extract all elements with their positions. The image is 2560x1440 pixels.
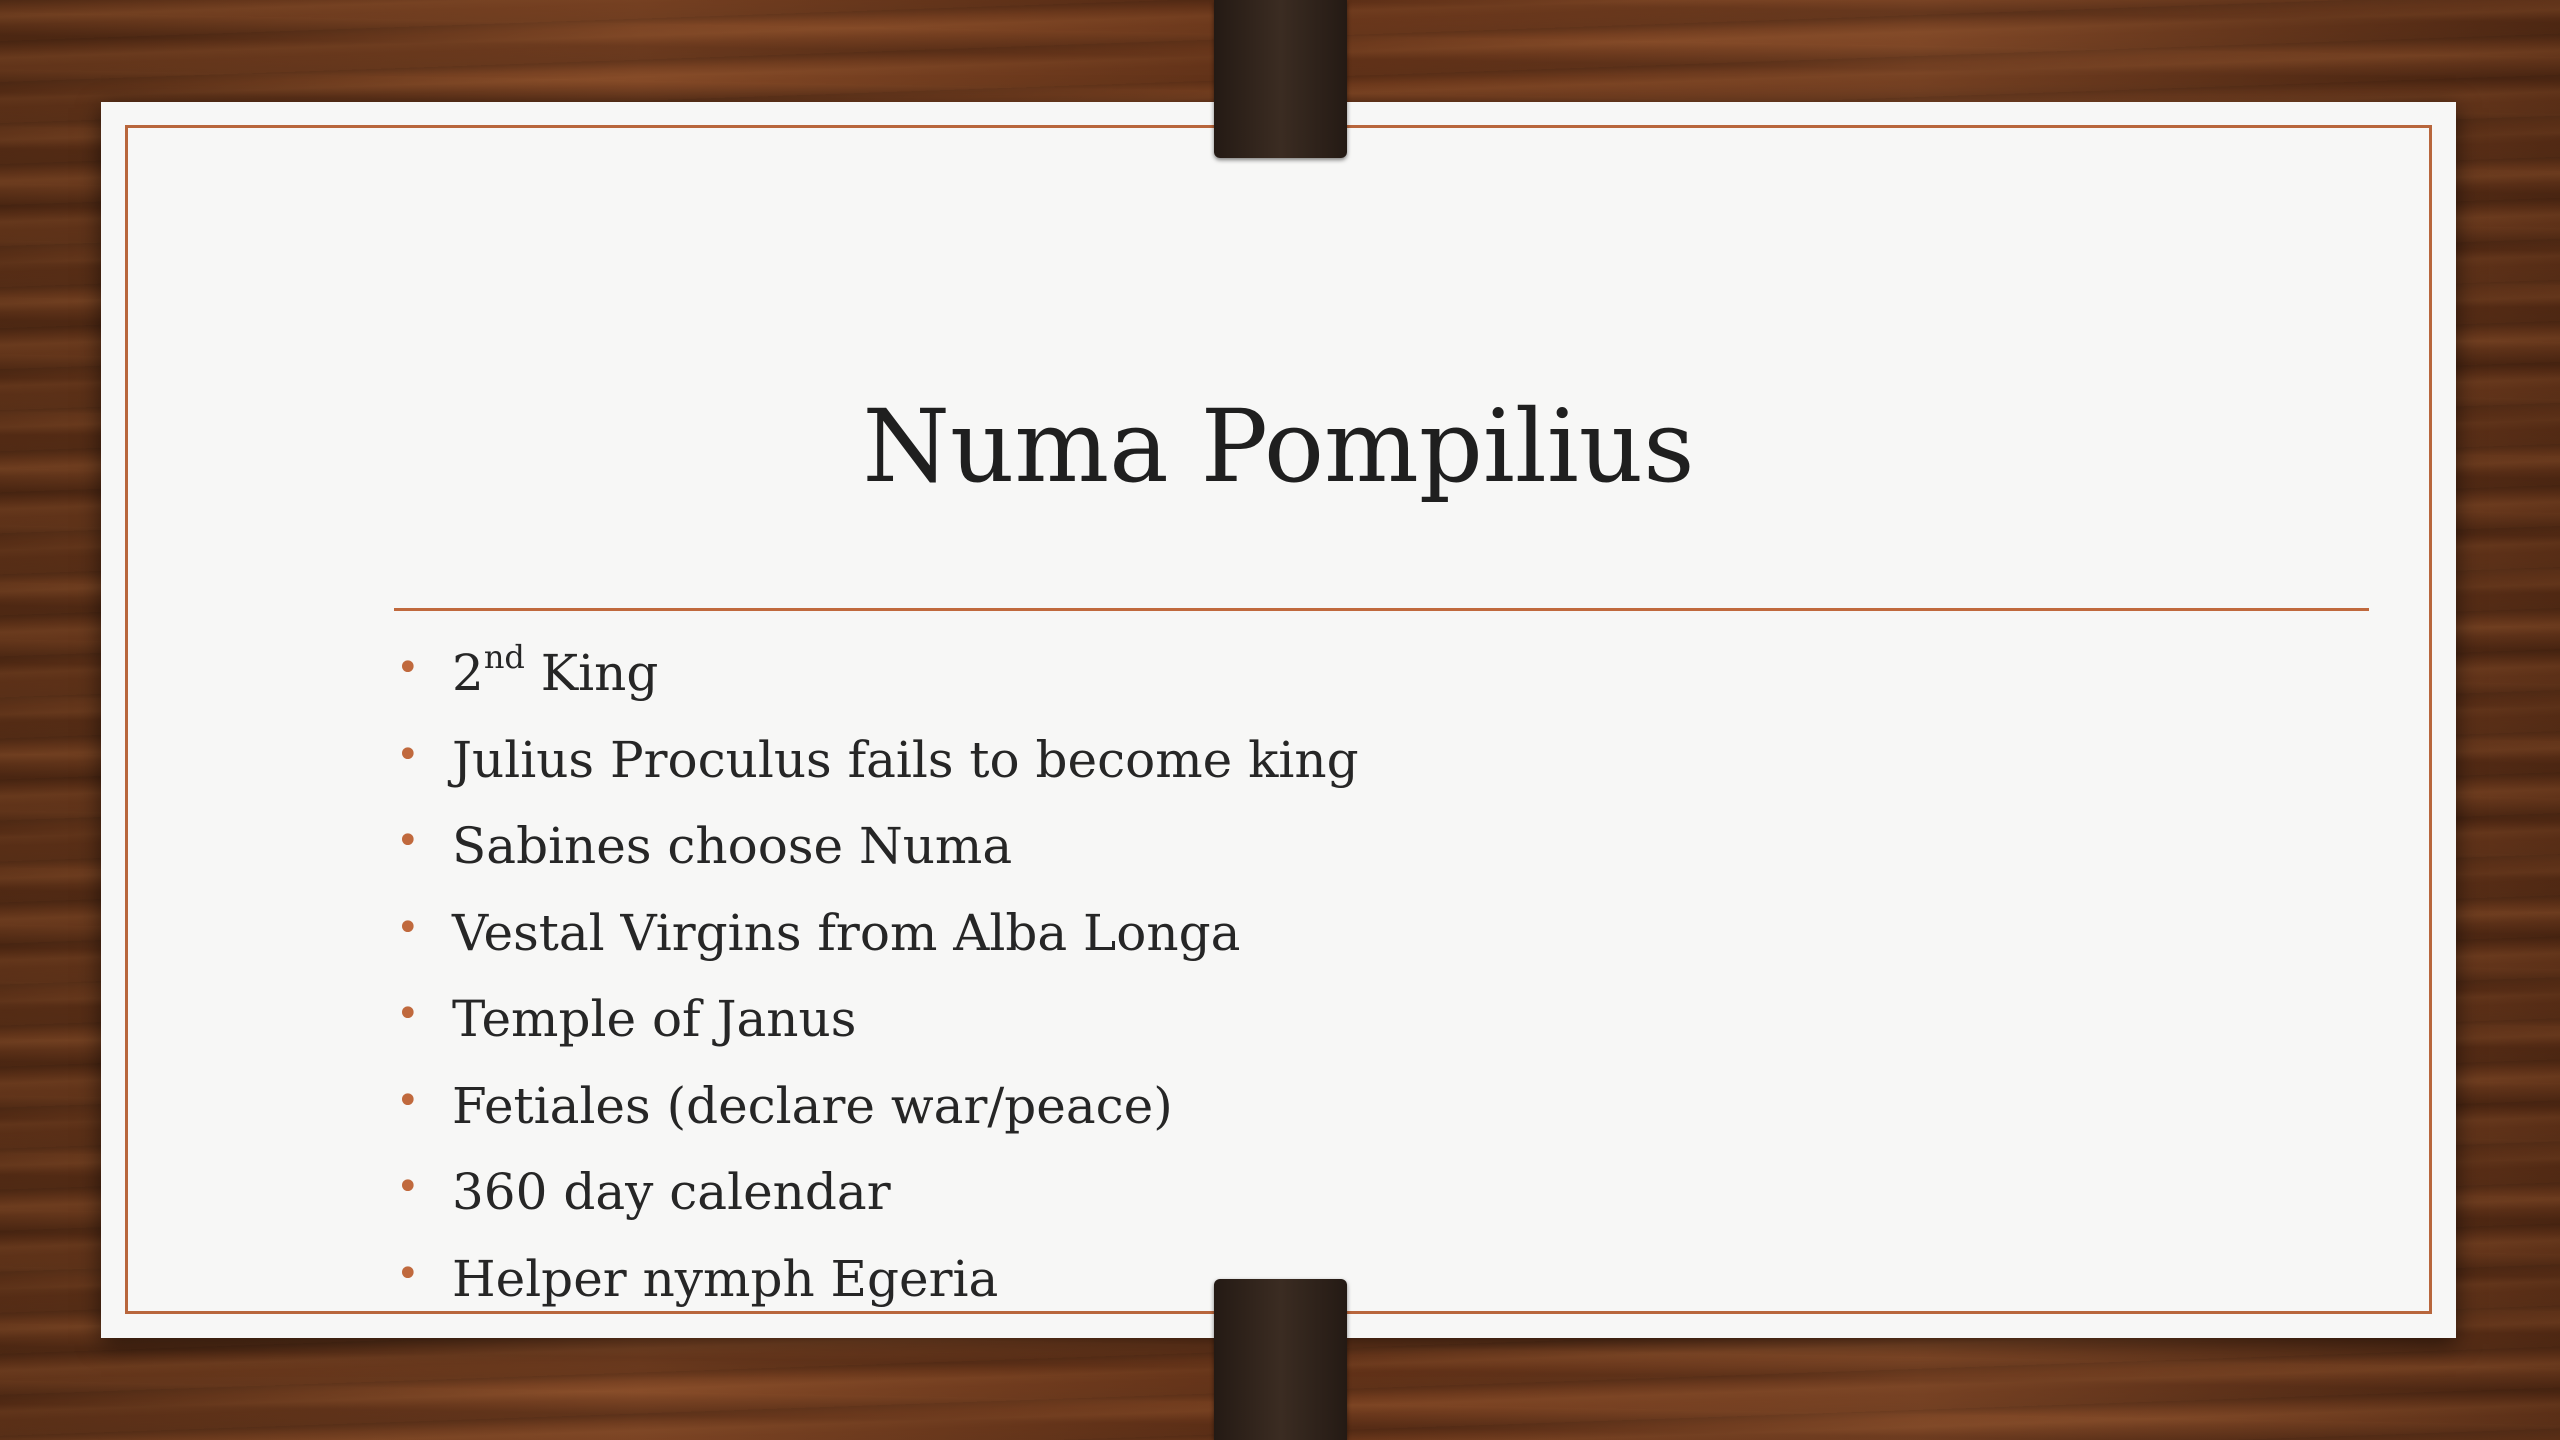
bullet-item-text: 360 day calendar (452, 1163, 891, 1221)
bullet-item-text: Temple of Janus (452, 990, 857, 1048)
bullet-item-superscript: nd (483, 638, 525, 676)
bullet-item-5 (394, 982, 1359, 1069)
bullet-item-2 (394, 723, 1359, 810)
bullet-icon: • (396, 1250, 420, 1297)
bullet-list (394, 636, 1359, 1328)
bullet-icon: • (396, 645, 420, 691)
bottom-binder-clip (1214, 1279, 1347, 1440)
bullet-item-6 (394, 1069, 1359, 1156)
bullet-icon: • (396, 991, 420, 1037)
bullet-icon: • (396, 904, 420, 951)
bullet-item-1 (394, 636, 1359, 723)
bullet-item-7 (394, 1155, 1359, 1242)
bullet-icon: • (396, 818, 420, 864)
bullet-icon: • (396, 731, 420, 778)
bullet-item-text: Vestal Virgins from Alba Longa (452, 903, 1241, 962)
slide-title: Numa Pompilius (862, 388, 1695, 505)
bullet-icon: • (396, 1077, 420, 1124)
bullet-item-text: Helper nymph Egeria (452, 1249, 999, 1308)
bullet-icon: • (396, 1164, 420, 1210)
bullet-item-text: Fetiales (declare war/peace) (452, 1076, 1173, 1135)
top-binder-clip (1214, 0, 1347, 158)
bullet-item-text: King (524, 644, 659, 702)
bullet-item-text: Sabines choose Numa (452, 817, 1013, 875)
title-divider-line (394, 608, 2369, 611)
bullet-item-number: 2 (452, 644, 484, 702)
bullet-item-4 (394, 896, 1359, 983)
bullet-item-text: Julius Proculus fails to become king (452, 730, 1359, 789)
slide-card (101, 102, 2456, 1338)
bullet-item-3 (394, 809, 1359, 896)
